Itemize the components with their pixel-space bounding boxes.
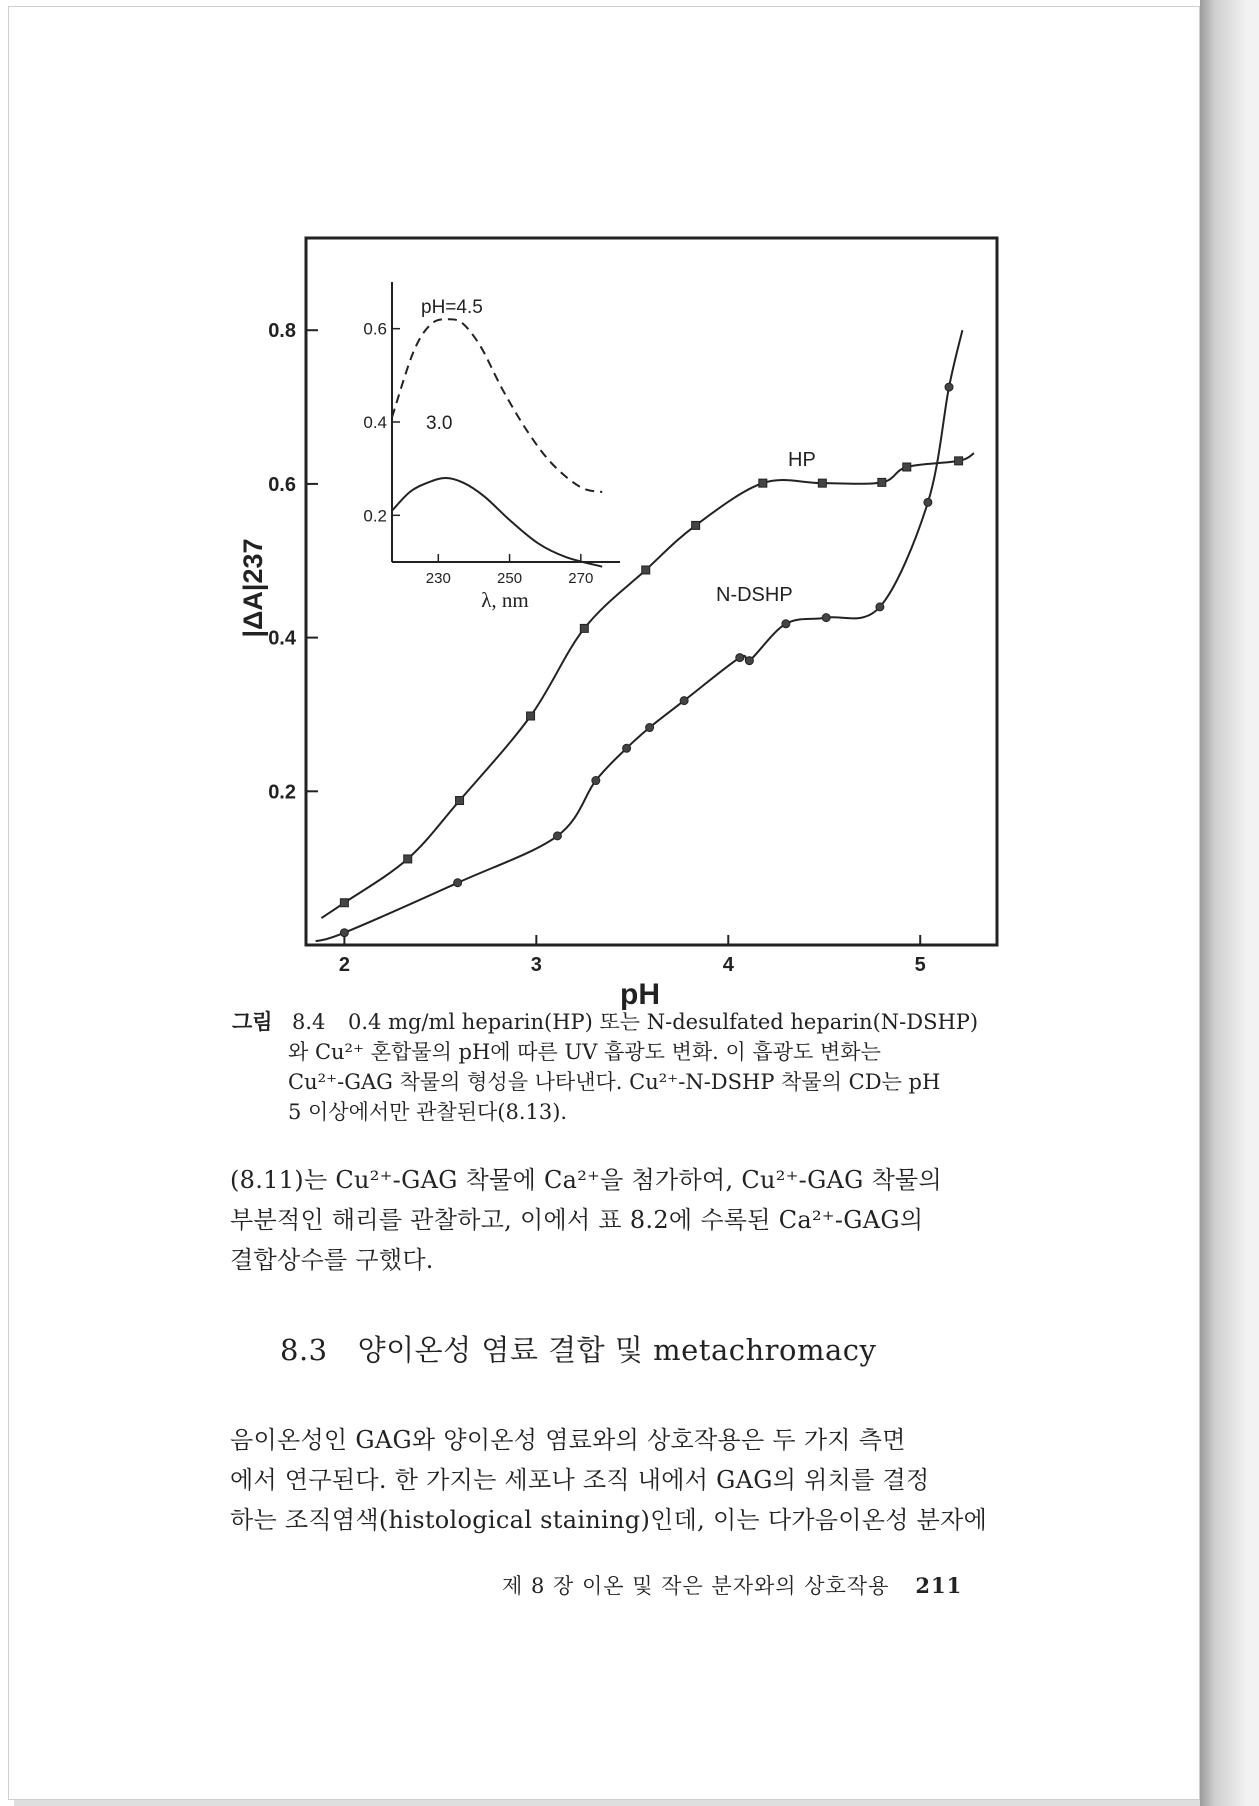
- paragraph-line: 에서 연구된다. 한 가지는 세포나 조직 내에서 GAG의 위치를 결정: [230, 1466, 930, 1494]
- paragraph-line: 부분적인 해리를 관찰하고, 이에서 표 8.2에 수록된 Ca²⁺-GAG의: [230, 1206, 924, 1234]
- inset-x-tick-label: 250: [497, 570, 523, 587]
- hp-data-point: [818, 479, 826, 487]
- main-curves: [316, 330, 974, 941]
- caption-line-3: Cu²⁺-GAG 착물의 형성을 나타낸다. Cu²⁺-N-DSHP 착물의 CD는 pH: [288, 1070, 941, 1094]
- hp-data-point: [878, 478, 886, 486]
- ndshp-data-point: [924, 498, 932, 506]
- main-series-label-ndshp: N-DSHP: [716, 584, 793, 606]
- ndshp-data-point: [680, 697, 688, 705]
- inset-x-axis-label: λ, nm: [481, 588, 529, 612]
- ndshp-data-point: [876, 603, 884, 611]
- inset-y-tick-label: 0.6: [363, 319, 387, 339]
- ndshp-data-point: [745, 657, 753, 665]
- ndshp-data-point: [945, 383, 953, 391]
- caption-number: 8.4: [292, 1010, 326, 1034]
- caption-line-2: 와 Cu²⁺ 혼합물의 pH에 따른 UV 흡광도 변화. 이 흡광도 변화는: [288, 1040, 881, 1064]
- inset-curves: [392, 319, 602, 566]
- inset-curve-ph45: [392, 319, 602, 492]
- hp-data-point: [580, 624, 588, 632]
- hp-curve: [321, 453, 974, 918]
- y-tick-label: 0.8: [268, 320, 296, 343]
- ndshp-data-point: [822, 614, 830, 622]
- page-number: 211: [915, 1573, 963, 1598]
- section-heading: [280, 1328, 876, 1369]
- hp-data-point: [404, 855, 412, 863]
- figure-caption: [232, 1007, 1052, 1127]
- ndshp-data-point: [454, 879, 462, 887]
- inset-axes: [363, 282, 620, 587]
- y-tick-label: 0.2: [268, 781, 296, 804]
- hp-data-point: [340, 899, 348, 907]
- y-tick-label: 0.6: [268, 473, 296, 496]
- x-tick-label: 5: [914, 954, 926, 976]
- ndshp-data-point: [592, 777, 600, 785]
- ndshp-curve: [316, 330, 963, 941]
- ndshp-data-point: [736, 654, 744, 662]
- main-series-label-hp: HP: [788, 449, 816, 471]
- caption-line-4: 5 이상에서만 관찰된다(8.13).: [288, 1100, 568, 1124]
- ndshp-data-point: [553, 832, 561, 840]
- caption-label: 그림: [232, 1009, 273, 1034]
- paragraph-line: 하는 조직염색(histological staining)인데, 이는 다가음이온성 분자에: [230, 1506, 988, 1534]
- ndshp-data-point: [782, 620, 790, 628]
- section-number: 8.3: [280, 1333, 328, 1367]
- inset-curve-ph30: [392, 478, 602, 567]
- paragraph-line: (8.11)는 Cu²⁺-GAG 착물에 Ca²⁺을 첨가하여, Cu²⁺-GAG 착물의: [230, 1166, 943, 1194]
- inset-y-tick-label: 0.4: [363, 413, 387, 432]
- y-axis-label: |ΔA|237: [238, 538, 268, 638]
- y-tick-label: 0.4: [268, 627, 296, 650]
- hp-data-point: [642, 566, 650, 574]
- main-markers: [340, 383, 962, 937]
- hp-data-point: [692, 521, 700, 529]
- hp-data-point: [456, 797, 464, 805]
- ndshp-data-point: [646, 724, 654, 732]
- ndshp-data-point: [340, 929, 348, 937]
- ndshp-data-point: [623, 744, 631, 752]
- section-title: 양이온성 염료 결합 및 metachromacy: [357, 1333, 877, 1367]
- x-tick-label: 4: [722, 954, 734, 976]
- hp-data-point: [759, 479, 767, 487]
- main-plot-frame: [306, 238, 997, 945]
- body-paragraph-2: [230, 1420, 1050, 1540]
- hp-data-point: [903, 463, 911, 471]
- paragraph-line: 음이온성인 GAG와 양이온성 염료와의 상호작용은 두 가지 측면: [230, 1426, 906, 1454]
- inset-y-tick-label: 0.2: [363, 506, 387, 526]
- page-footer: [502, 1570, 962, 1600]
- inset-series-label-45: pH=4.5: [421, 297, 483, 318]
- hp-data-point: [955, 457, 963, 465]
- body-paragraph-1: [230, 1160, 1050, 1280]
- hp-data-point: [527, 712, 535, 720]
- x-tick-label: 3: [530, 954, 542, 976]
- paragraph-line: 결합상수를 구했다.: [230, 1246, 434, 1274]
- inset-x-tick-label: 270: [568, 570, 594, 587]
- caption-line-1: 0.4 mg/ml heparin(HP) 또는 N-desulfated heparin(N-DSHP): [348, 1010, 979, 1034]
- x-axis-label: pH: [620, 978, 660, 1010]
- inset-series-label-30: 3.0: [426, 413, 453, 434]
- footer-chapter: 제 8 장 이온 및 작은 분자와의 상호작용: [502, 1574, 890, 1598]
- x-tick-label: 2: [338, 954, 350, 976]
- inset-x-tick-label: 230: [425, 570, 451, 587]
